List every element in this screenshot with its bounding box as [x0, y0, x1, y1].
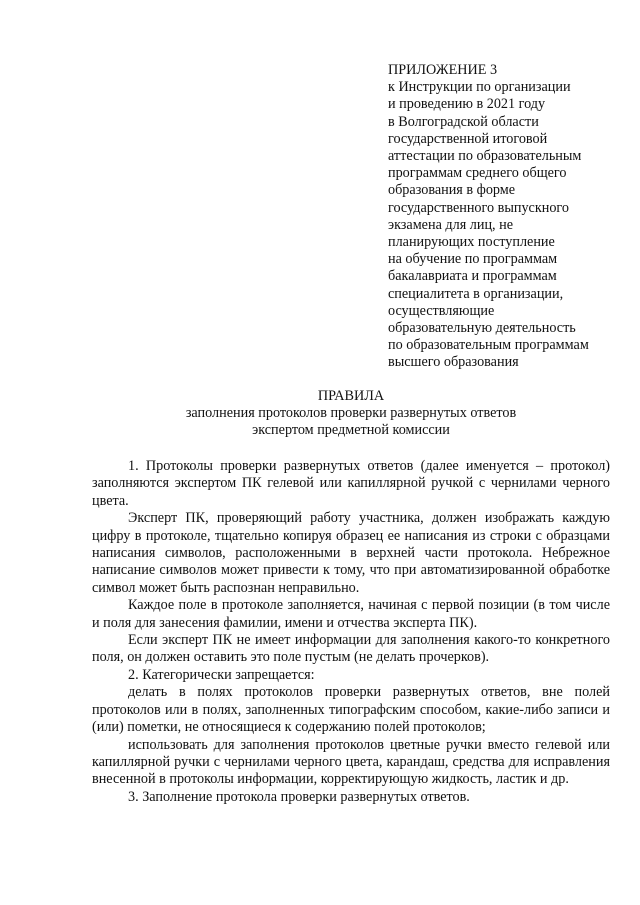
title-heading: ПРАВИЛА: [317, 388, 385, 404]
paragraph: делать в полях протоколов проверки развернутых ответов, вне полей протоколов или в полях, заполненных типографским способом, какие-либо записи и (или) пометки, не относящиеся к содержанию полей протоколов;: [92, 684, 610, 736]
appendix-line: к Инструкции по организации: [388, 79, 571, 96]
document-body: [92, 458, 610, 806]
appendix-line: в Волгоградской области: [388, 113, 539, 130]
appendix-line: аттестации по образовательным: [388, 148, 582, 165]
title-subtitle-line: заполнения протоколов проверки развернутых ответов: [185, 405, 517, 422]
appendix-line: бакалавриата и программам: [388, 268, 557, 285]
paragraph: 2. Категорически запрещается:: [128, 666, 315, 683]
appendix-line: и проведению в 2021 году: [388, 96, 546, 113]
document-title: [92, 388, 610, 440]
appendix-line: планирующих поступление: [388, 234, 555, 251]
appendix-header: [388, 62, 618, 372]
paragraph: Если эксперт ПК не имеет информации для заполнения какого-то конкретного поля, он должен оставить это поле пустым (не делать прочерков).: [92, 632, 610, 666]
paragraph: 1. Протоколы проверки развернутых ответов (далее именуется – протокол) заполняются экспертом ПК гелевой или капиллярной ручкой с чернилами черного цвета.: [92, 458, 610, 509]
appendix-line: программам среднего общего: [388, 165, 567, 182]
paragraph: Эксперт ПК, проверяющий работу участника, должен изображать каждую цифру в протоколе, тщательно копируя образец ее написания из строки с образцами написания символов, расположенными в верхней части протокола. Небрежное написание символов может привести к тому, что при автоматизированной обработке символ может быть распознан неправильно.: [92, 510, 610, 596]
appendix-line: экзамена для лиц, не: [388, 216, 514, 233]
appendix-line: государственного выпускного: [388, 199, 569, 216]
appendix-line: высшего образования: [388, 354, 519, 371]
title-subtitle-line: экспертом предметной комиссии: [252, 422, 450, 439]
appendix-line: осуществляющие: [388, 302, 495, 319]
paragraph: использовать для заполнения протоколов цветные ручки вместо гелевой или капиллярной ручки с чернилами черного цвета, карандаш, средства для исправления внесенной в протоколы информации, корректирующую жидкость, ластик и др.: [92, 736, 610, 788]
appendix-line: образования в форме: [388, 182, 516, 199]
appendix-line: на обучение по программам: [388, 251, 558, 268]
appendix-line: государственной итоговой: [388, 130, 548, 147]
paragraph: 3. Заполнение протокола проверки развернутых ответов.: [128, 788, 470, 805]
appendix-line: специалитета в организации,: [388, 285, 564, 302]
appendix-line: образовательную деятельность: [388, 320, 576, 337]
paragraph: Каждое поле в протоколе заполняется, начиная с первой позиции (в том числе и поля для занесения фамилии, имени и отчества эксперта ПК).: [92, 597, 610, 631]
appendix-line: ПРИЛОЖЕНИЕ 3: [388, 62, 498, 78]
appendix-line: по образовательным программам: [388, 337, 589, 354]
